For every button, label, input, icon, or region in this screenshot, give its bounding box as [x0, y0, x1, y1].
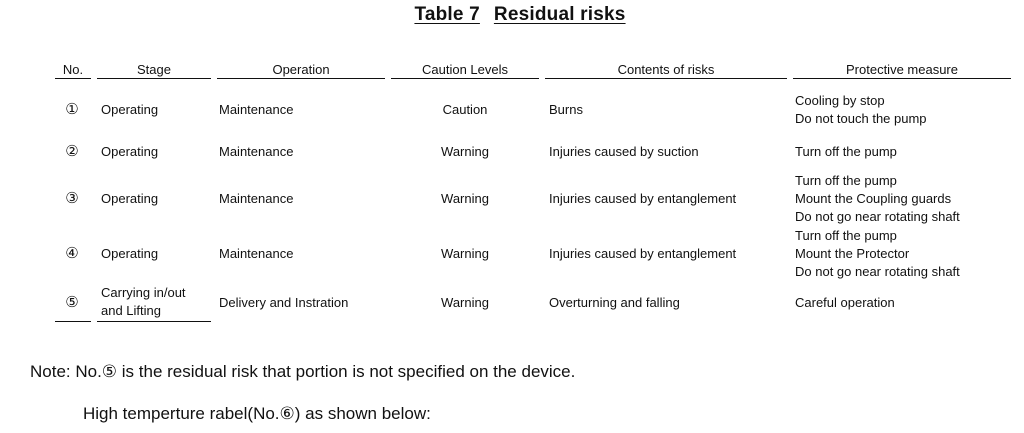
column-header-stage: Stage: [97, 63, 211, 79]
row-measure: Turn off the pump: [795, 173, 897, 188]
column-header-caution-levels: Caution Levels: [391, 63, 539, 79]
row-measure: Cooling by stop: [795, 93, 885, 108]
table-title-text: Residual risks: [493, 4, 626, 25]
row-risk: Burns: [549, 102, 583, 117]
row-caution-level: Warning: [441, 246, 489, 261]
note-line: Note: No.⑤ is the residual risk that portion is not specified on the device.: [30, 362, 576, 381]
row-measure: Careful operation: [795, 295, 895, 310]
row-number: ①: [65, 100, 79, 118]
row-stage: Operating: [101, 144, 159, 159]
row-measure: Turn off the pump: [795, 228, 897, 243]
row-number: ②: [65, 142, 79, 160]
row-risk: Injuries caused by suction: [549, 144, 699, 159]
column-header-protective-measure: Protective measure: [793, 63, 1011, 79]
column-header-operation: Operation: [217, 63, 385, 79]
row-measure: Do not go near rotating shaft: [795, 264, 960, 279]
table-bottom-rule: [97, 321, 211, 322]
row-stage: and Lifting: [101, 303, 161, 318]
table-title-prefix: Table 7: [414, 4, 480, 25]
row-risk: Injuries caused by entanglement: [549, 191, 737, 206]
row-operation: Delivery and Instration: [219, 295, 349, 310]
row-operation: Maintenance: [219, 102, 294, 117]
row-caution-level: Warning: [441, 144, 489, 159]
table-title: [0, 4, 1024, 26]
row-caution-level: Warning: [441, 191, 489, 206]
row-number: ⑤: [65, 293, 79, 311]
row-caution-level: Caution: [442, 102, 488, 117]
column-header-no: No.: [55, 63, 91, 79]
row-measure: Turn off the pump: [795, 144, 897, 159]
row-caution-level: Warning: [441, 295, 489, 310]
row-risk: Injuries caused by entanglement: [549, 246, 737, 261]
row-stage: Operating: [101, 191, 159, 206]
note-line: High temperture rabel(No.⑥) as shown below:: [83, 404, 431, 423]
row-stage: Operating: [101, 246, 159, 261]
row-number: ④: [65, 244, 79, 262]
row-measure: Mount the Coupling guards: [795, 191, 952, 206]
row-operation: Maintenance: [219, 144, 294, 159]
row-stage: Operating: [101, 102, 159, 117]
row-measure: Do not touch the pump: [795, 111, 927, 126]
row-operation: Maintenance: [219, 246, 294, 261]
row-measure: Mount the Protector: [795, 246, 910, 261]
table-bottom-rule: [55, 321, 91, 322]
row-operation: Maintenance: [219, 191, 294, 206]
row-number: ③: [65, 189, 79, 207]
column-header-contents-of-risks: Contents of risks: [545, 63, 787, 79]
row-stage: Carrying in/out: [101, 285, 186, 300]
row-measure: Do not go near rotating shaft: [795, 209, 960, 224]
row-risk: Overturning and falling: [549, 295, 680, 310]
